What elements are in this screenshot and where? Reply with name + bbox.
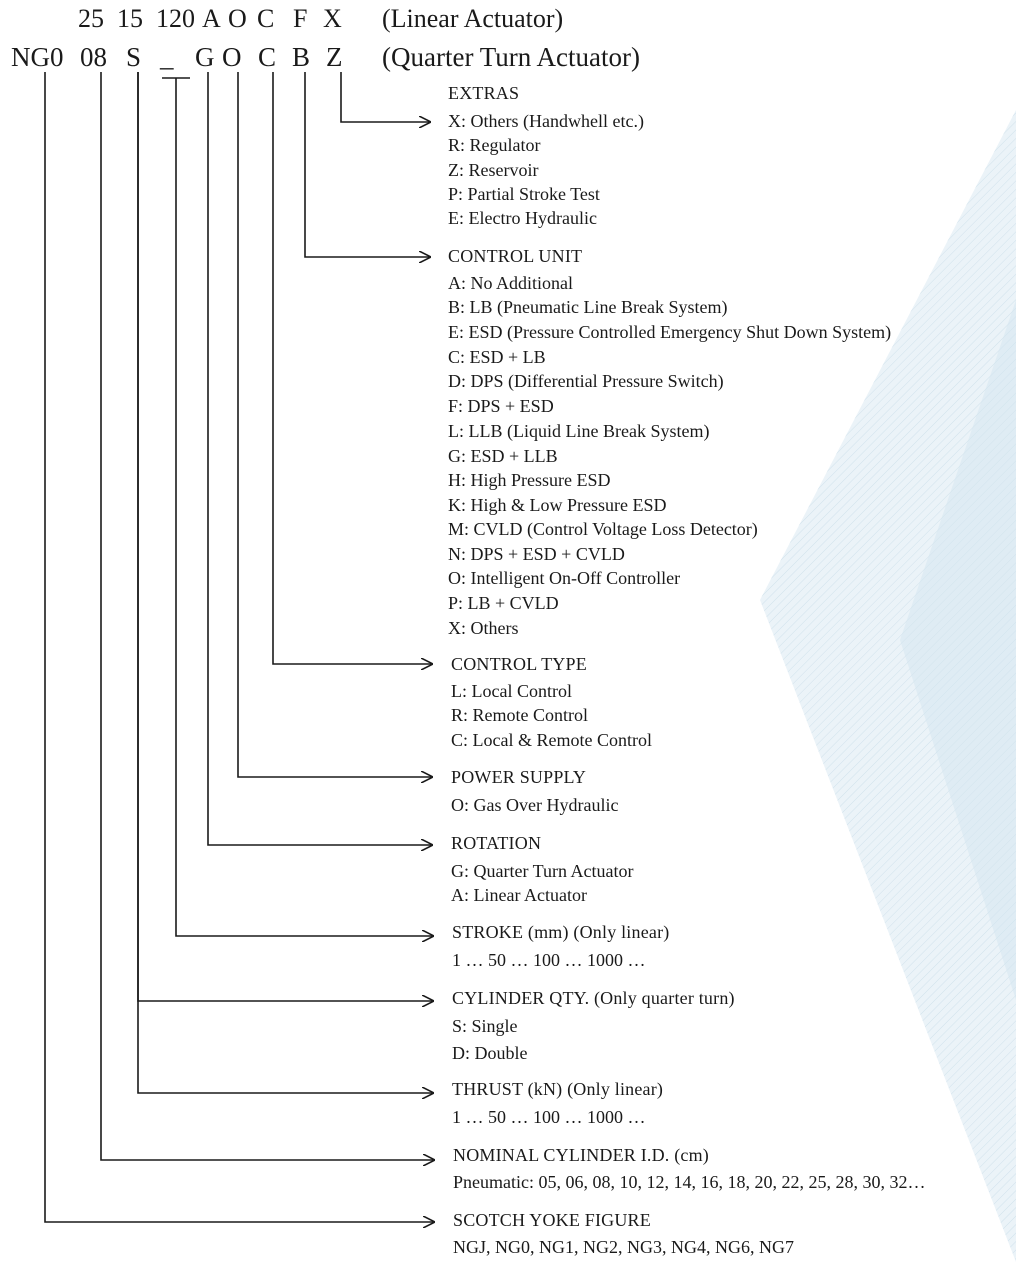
quarter-code-char-figure: NG0 xyxy=(11,42,64,72)
connector-nominal-cylinder-id xyxy=(101,72,434,1160)
connector-scotch-yoke-figure xyxy=(45,72,434,1222)
option-item: X: Others xyxy=(448,618,519,638)
linear-code-char-power: O xyxy=(228,4,247,33)
connector-thrust xyxy=(138,72,433,1093)
option-item: R: Remote Control xyxy=(451,705,588,725)
option-item: C: ESD + LB xyxy=(448,347,546,367)
option-item: L: LLB (Liquid Line Break System) xyxy=(448,421,710,441)
quarter-code-char-control-unit: B xyxy=(292,42,311,72)
connector-extras xyxy=(341,72,430,122)
connector-cylinder-qty xyxy=(138,72,433,1001)
quarter-code-char-stroke-blank: _ xyxy=(160,42,174,72)
option-item: B: LB (Pneumatic Line Break System) xyxy=(448,297,728,317)
linear-code-char-control-unit: F xyxy=(293,4,308,33)
option-item: L: Local Control xyxy=(451,681,572,701)
linear-code-char-extras: X xyxy=(323,4,342,33)
option-item: C: Local & Remote Control xyxy=(451,730,652,750)
quarter-code-char-control-type: C xyxy=(258,42,277,72)
option-item: F: DPS + ESD xyxy=(448,396,554,416)
connector-control-unit xyxy=(305,72,430,257)
linear-code-char-stroke-qty: 15 xyxy=(117,4,143,33)
section-title-power-supply: POWER SUPPLY xyxy=(451,767,587,787)
section-title-rotation: ROTATION xyxy=(451,833,542,853)
option-item: P: LB + CVLD xyxy=(448,593,559,613)
linear-code-label: (Linear Actuator) xyxy=(382,4,564,33)
option-item: H: High Pressure ESD xyxy=(448,470,611,490)
option-item: A: No Additional xyxy=(448,273,573,293)
option-item: G: Quarter Turn Actuator xyxy=(451,861,634,881)
connector-rotation xyxy=(208,72,432,845)
linear-code-char-stroke: 120 xyxy=(156,4,195,33)
option-item: 1 … 50 … 100 … 1000 … xyxy=(452,1107,646,1127)
linear-code-char-rotation: A xyxy=(202,4,221,33)
option-item: E: Electro Hydraulic xyxy=(448,208,597,228)
quarter-code-label: (Quarter Turn Actuator) xyxy=(382,42,640,72)
option-item: N: DPS + ESD + CVLD xyxy=(448,544,625,564)
option-item: 1 … 50 … 100 … 1000 … xyxy=(452,950,646,970)
section-title-thrust: THRUST (kN) (Only linear) xyxy=(452,1079,664,1099)
section-title-stroke: STROKE (mm) (Only linear) xyxy=(452,922,670,942)
section-title-extras: EXTRAS xyxy=(448,83,520,103)
option-item: S: Single xyxy=(452,1016,518,1036)
option-item: P: Partial Stroke Test xyxy=(448,184,600,204)
option-item: M: CVLD (Control Voltage Loss Detector) xyxy=(448,519,758,539)
option-item: Z: Reservoir xyxy=(448,160,539,180)
option-item: E: ESD (Pressure Controlled Emergency Shut Down System) xyxy=(448,322,892,342)
section-title-control-type: CONTROL TYPE xyxy=(451,654,587,674)
option-item: D: DPS (Differential Pressure Switch) xyxy=(448,371,724,391)
section-title-nominal-cylinder-id: NOMINAL CYLINDER I.D. (cm) xyxy=(453,1145,709,1165)
option-item: O: Intelligent On-Off Controller xyxy=(448,568,681,588)
connector-power-supply xyxy=(238,72,432,777)
section-title-scotch-yoke-figure: SCOTCH YOKE FIGURE xyxy=(453,1210,651,1230)
connector-control-type xyxy=(273,72,432,664)
option-item: A: Linear Actuator xyxy=(451,885,587,905)
option-item: D: Double xyxy=(452,1043,528,1063)
option-item: G: ESD + LLB xyxy=(448,446,558,466)
option-item: R: Regulator xyxy=(448,135,541,155)
option-item: X: Others (Handwhell etc.) xyxy=(448,111,644,131)
quarter-code-char-power: O xyxy=(222,42,242,72)
linear-code-char-thrust: 25 xyxy=(78,4,104,33)
quarter-code-char-rotation: G xyxy=(195,42,215,72)
quarter-code-char-cylinder-id: 08 xyxy=(80,42,107,72)
quarter-code-char-extras: Z xyxy=(326,42,343,72)
option-item: K: High & Low Pressure ESD xyxy=(448,495,667,515)
section-title-cylinder-qty: CYLINDER QTY. (Only quarter turn) xyxy=(452,988,735,1008)
option-item: O: Gas Over Hydraulic xyxy=(451,795,619,815)
option-item: NGJ, NG0, NG1, NG2, NG3, NG4, NG6, NG7 xyxy=(453,1237,794,1257)
linear-code-char-control-type: C xyxy=(257,4,275,33)
section-title-control-unit: CONTROL UNIT xyxy=(448,246,583,266)
quarter-code-char-cylinder-qty: S xyxy=(126,42,142,72)
option-item: Pneumatic: 05, 06, 08, 10, 12, 14, 16, 18, 20, 22, 25, 28, 30, 32… xyxy=(453,1172,926,1192)
